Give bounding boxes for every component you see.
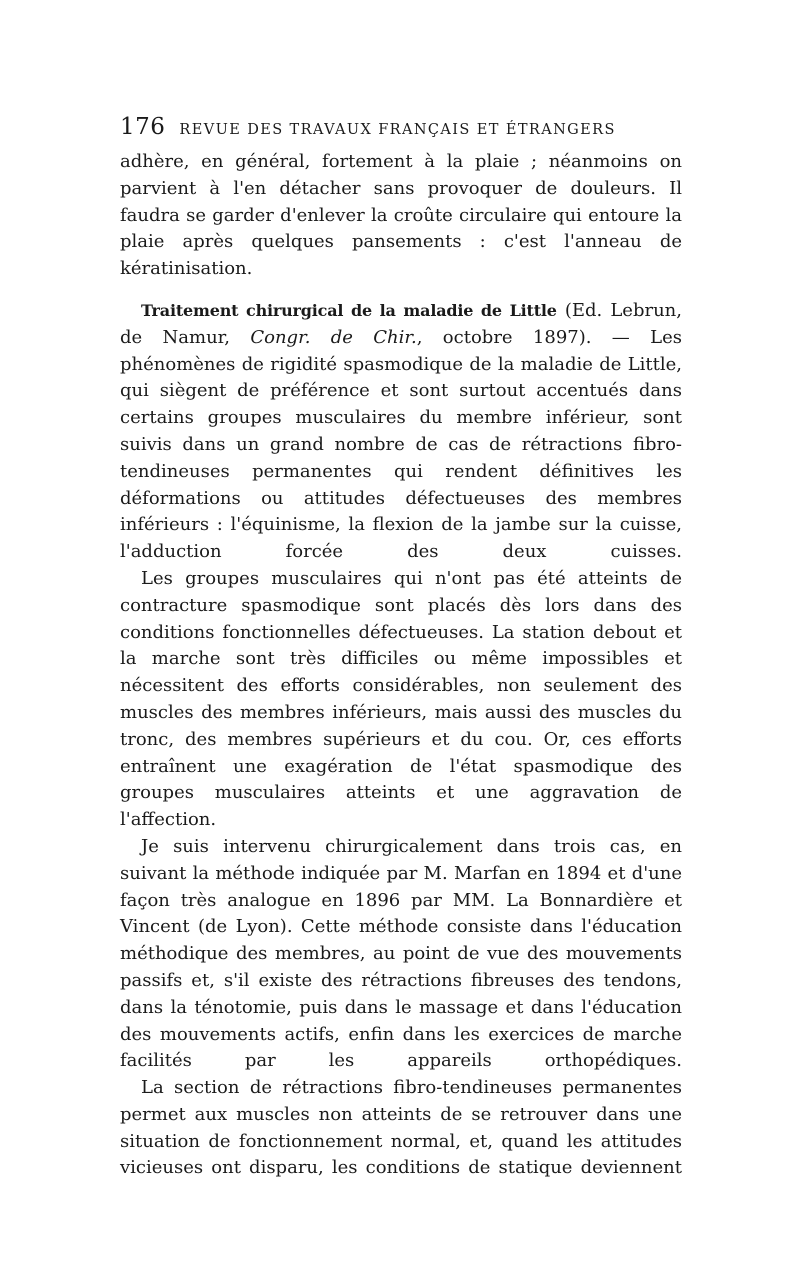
citation-journal: Congr. de Chir. <box>250 326 417 348</box>
paragraph-4: La section de rétractions fibro-tendineuses permanentes permet aux muscles non atteints de se retrouver dans une situation de fonctionnement normal, et, quand les attitudes vicieuses ont disparu, les conditions de statique deviennent <box>120 1077 682 1179</box>
page-body <box>120 149 682 1182</box>
article-first-paragraph <box>120 298 682 566</box>
first-paragraph-text: Les phénomènes de rigidité spasmodique de la maladie de Little, qui siègent de préférence et sont surtout accentués dans certains groupes musculaires du membre inférieur, sont suivis dans un grand nombre de cas de rétractions fibro-tendineuses permanentes qui rendent définitives les déformations ou attitudes défectueuses des membres inférieurs : l'équinisme, la flexion de la jambe sur la cuisse, l'adduction forcée des deux cuisses. <box>120 326 682 563</box>
running-title: REVUE DES TRAVAUX FRANÇAIS ET ÉTRANGERS <box>179 122 616 138</box>
page-header <box>120 114 680 140</box>
paragraph-2: Les groupes musculaires qui n'ont pas été atteints de contracture spasmodique sont placés dès lors dans des conditions fonctionnelles défectueuses. La station debout et la marche sont très difficiles ou même impossibles et nécessitent des efforts considérables, non seulement des muscles des membres inférieurs, mais aussi des muscles du tronc, des membres supérieurs et du cou. Or, ces efforts entraînent une exagération de l'état spasmodique des groupes musculaires atteints et une aggravation de l'affection. <box>120 567 682 831</box>
page-number: 176 <box>120 114 166 140</box>
intro-paragraph: adhère, en général, fortement à la plaie ; néanmoins on parvient à l'en détacher sans provoquer de douleurs. Il faudra se garder d'enlever la croûte circulaire qui entoure la plaie après quelques pansements : c'est l'anneau de kératinisation. <box>120 151 682 280</box>
citation-close: , octobre 1897). — <box>416 326 651 348</box>
paragraph-3: Je suis intervenu chirurgicalement dans trois cas, en suivant la méthode indiquée par M. Marfan en 1894 et d'une façon très analogue en 1896 par MM. La Bonnardière et Vincent (de Lyon). Cette méthode consiste dans l'éducation méthodique des membres, au point de vue des mouvements passifs et, s'il existe des rétractions fibreuses des tendons, dans la ténotomie, puis dans le massage et dans l'éducation des mouvements actifs, enfin dans les exercices de marche facilités par les appareils orthopédiques. <box>120 835 682 1072</box>
article-title: Traitement chirurgical de la maladie de Little <box>141 300 557 320</box>
citation-open: (Ed. Lebrun, de Namur, <box>120 299 682 348</box>
